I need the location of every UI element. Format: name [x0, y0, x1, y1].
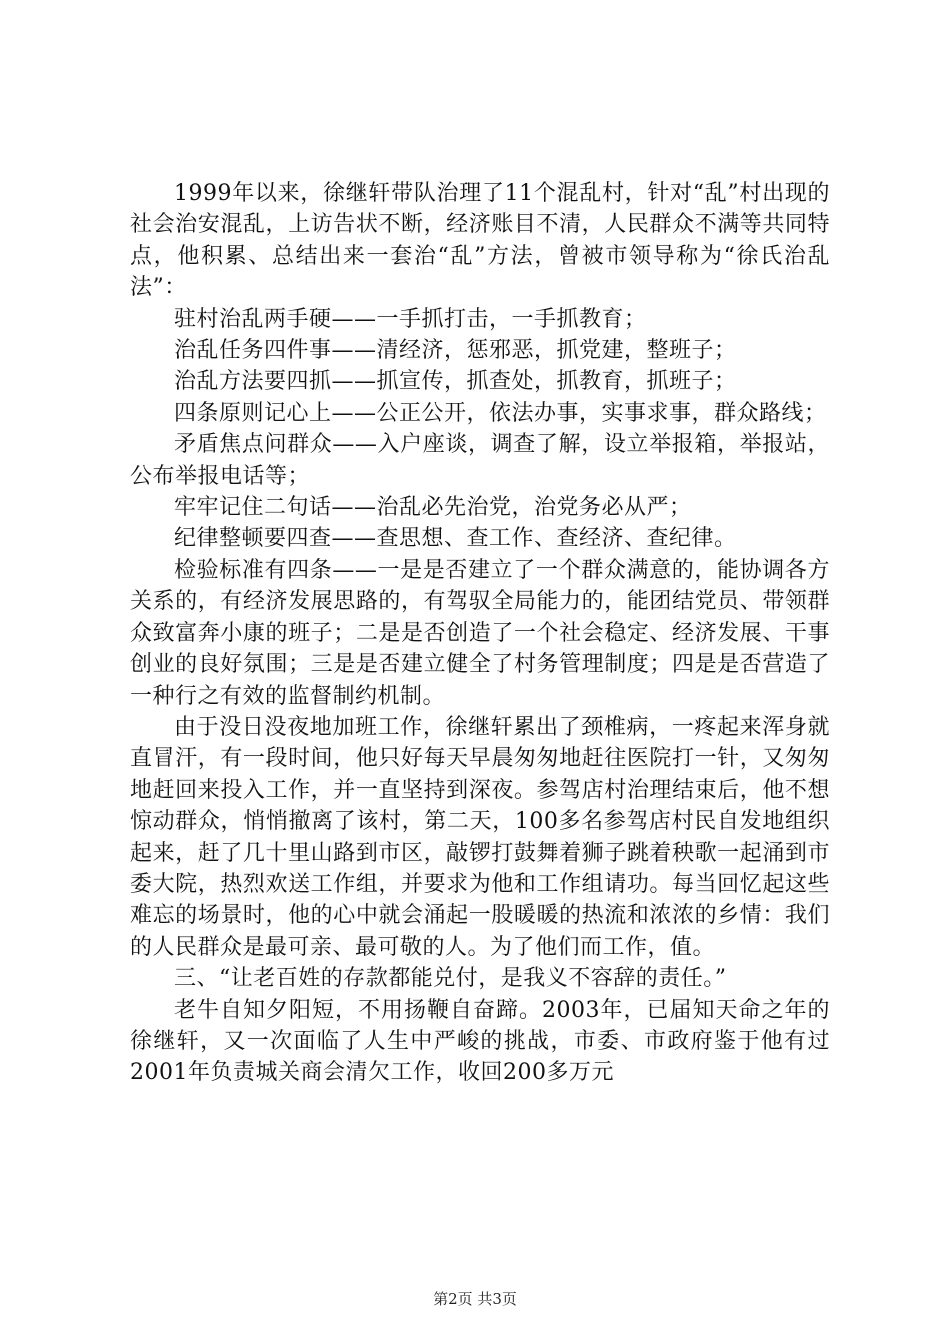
paragraph-intro: 1999年以来，徐继轩带队治理了11个混乱村，针对“乱”村出现的社会治安混乱，上访告状不断，经济账目不清，人民群众不满等共同特点，他积累、总结出来一套治“乱”方法，曾被市领导称为“徐氏治乱法”：	[130, 181, 830, 301]
paragraph-story: 由于没日没夜地加班工作，徐继轩累出了颈椎病，一疼起来浑身就直冒汗，有一段时间，他只好每天早晨匆匆地赶往医院打一针，又匆匆地赶回来投入工作，并一直坚持到深夜。参驾店村治理结束后，他不想惊动群众，悄悄撤离了该村，第二天，100多名参驾店村民自发地组织起来，赶了几十里山路到市区，敲锣打鼓舞着狮子跳着秧歌一起涌到市委大院，热烈欢送工作组，并要求为他和工作组请功。每当回忆起这些难忘的场景时，他的心中就会涌起一股暖暖的热流和浓浓的乡情：我们的人民群众是最可亲、最可敬的人。为了他们而工作，值。	[130, 714, 830, 960]
paragraph-method-6: 牢牢记住二句话——治乱必先治党，治党务必从严；	[174, 495, 692, 521]
paragraph-method-3: 治乱方法要四抓——抓宣传，抓查处，抓教育，抓班子；	[174, 369, 737, 395]
section-heading: 三、“让老百姓的存款都能兑付，是我义不容辞的责任。”	[174, 966, 727, 992]
paragraph-method-4: 四条原则记心上——公正公开，依法办事，实事求事，群众路线；	[174, 400, 827, 426]
paragraph-method-5: 矛盾焦点问群众——入户座谈，调查了解，设立举报箱，举报站，公布举报电话等；	[130, 432, 830, 489]
paragraph-method-8: 检验标准有四条——一是是否建立了一个群众满意的，能协调各方关系的，有经济发展思路的，有驾驭全局能力的，能团结党员、带领群众致富奔小康的班子；二是是否创造了一个社会稳定、经济发展、干事创业的良好氛围；三是是否建立健全了村务管理制度；四是是否营造了一种行之有效的监督制约机制。	[130, 557, 830, 709]
paragraph-method-1: 驻村治乱两手硬——一手抓打击，一手抓教育；	[174, 306, 647, 332]
page-footer: 第2页 共3页	[433, 1290, 517, 1308]
paragraph-method-2: 治乱任务四件事——清经济，惩邪恶，抓党建，整班子；	[174, 338, 737, 364]
paragraph-method-7: 纪律整顿要四查——查思想、查工作、查经济、查纪律。	[174, 526, 737, 552]
body-text	[130, 178, 830, 1089]
paragraph-continuation: 老牛自知夕阳短，不用扬鞭自奋蹄。2003年，已届知天命之年的徐继轩，又一次面临了人生中严峻的挑战，市委、市政府鉴于他有过2001年负责城关商会清欠工作，收回200多万元	[130, 997, 830, 1086]
